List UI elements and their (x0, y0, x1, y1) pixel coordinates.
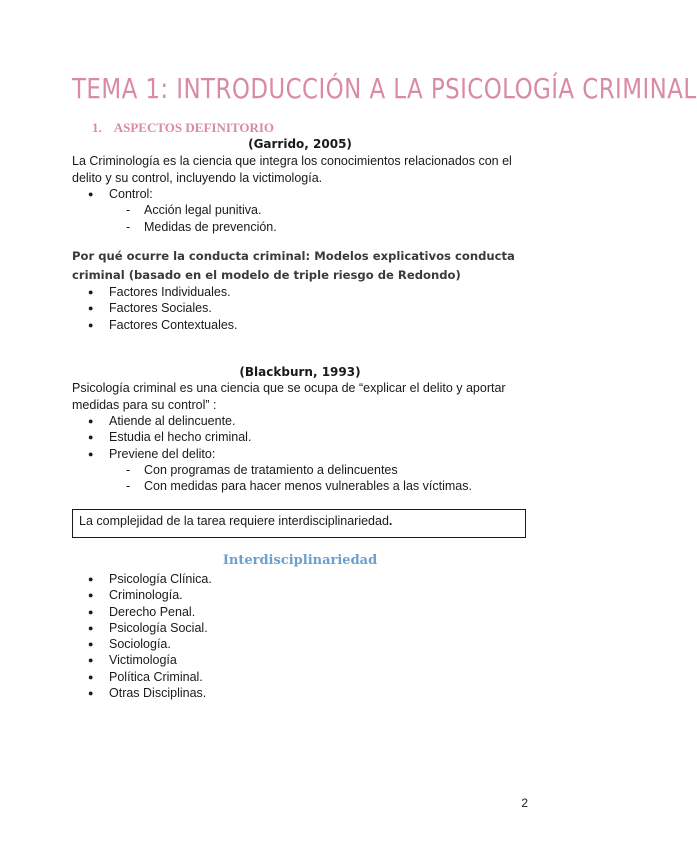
list-item (72, 186, 277, 235)
criminology-definition: La Criminología es la ciencia que integra los conocimientos relacionados con el delito y su control, incluyendo la victimología. (72, 154, 512, 185)
citation-garrido: (Garrido, 2005) (248, 137, 352, 151)
list-item: ● Atiende al delincuente. (72, 413, 472, 429)
list-item: ● Factores Contextuales. (72, 317, 238, 333)
list-item: ● Victimología (72, 652, 212, 668)
bullet-prevention: Previene del delito: (109, 446, 216, 461)
list-item: ● Otras Disciplinas. (72, 685, 212, 701)
list-item: ● Factores Sociales. (72, 300, 238, 316)
list-item: ● Estudia el hecho criminal. (72, 429, 472, 445)
list-item: - Con programas de tratamiento a delincuentes (72, 462, 472, 478)
list-item: - Medidas de prevención. (72, 219, 277, 235)
list-item: ● Criminología. (72, 587, 212, 603)
control-list (72, 186, 277, 235)
page-title: TEMA 1: INTRODUCCIÓN A LA PSICOLOGÍA CRIMINAL (72, 72, 697, 105)
interdisciplinary-heading: Interdisciplinariedad (222, 553, 378, 568)
prevention-sublist (72, 462, 472, 495)
factors-list (72, 284, 238, 333)
list-item: ● Política Criminal. (72, 669, 212, 685)
list-item (72, 446, 472, 495)
criminal-psychology-list (72, 413, 472, 494)
page-number: 2 (521, 796, 528, 810)
section-heading (92, 120, 274, 136)
list-item: - Acción legal punitiva. (72, 202, 277, 218)
list-item: ● Derecho Penal. (72, 604, 212, 620)
list-item: ● Psicología Social. (72, 620, 212, 636)
explanatory-models-heading: Por qué ocurre la conducta criminal: Modelos explicativos conducta criminal (basado en el modelo de triple riesgo de Redondo) (72, 249, 515, 282)
list-item: ● Sociología. (72, 636, 212, 652)
complexity-note-period: . (388, 514, 393, 528)
complexity-note-text: La complejidad de la tarea requiere interdisciplinariedad (79, 514, 389, 528)
citation-blackburn: (Blackburn, 1993) (239, 365, 361, 379)
disciplines-list (72, 571, 212, 701)
list-item: ● Psicología Clínica. (72, 571, 212, 587)
complexity-note-box (72, 509, 526, 538)
criminal-psychology-definition: Psicología criminal es una ciencia que se ocupa de “explicar el delito y aportar medidas para su control” : (72, 381, 506, 412)
list-item: ● Factores Individuales. (72, 284, 238, 300)
section-number: 1. (92, 120, 102, 135)
control-sublist (72, 202, 277, 235)
section-title: ASPECTOS DEFINITORIO (113, 120, 275, 135)
list-item: - Con medidas para hacer menos vulnerables a las víctimas. (72, 478, 472, 494)
bullet-control: Control: (109, 187, 153, 201)
